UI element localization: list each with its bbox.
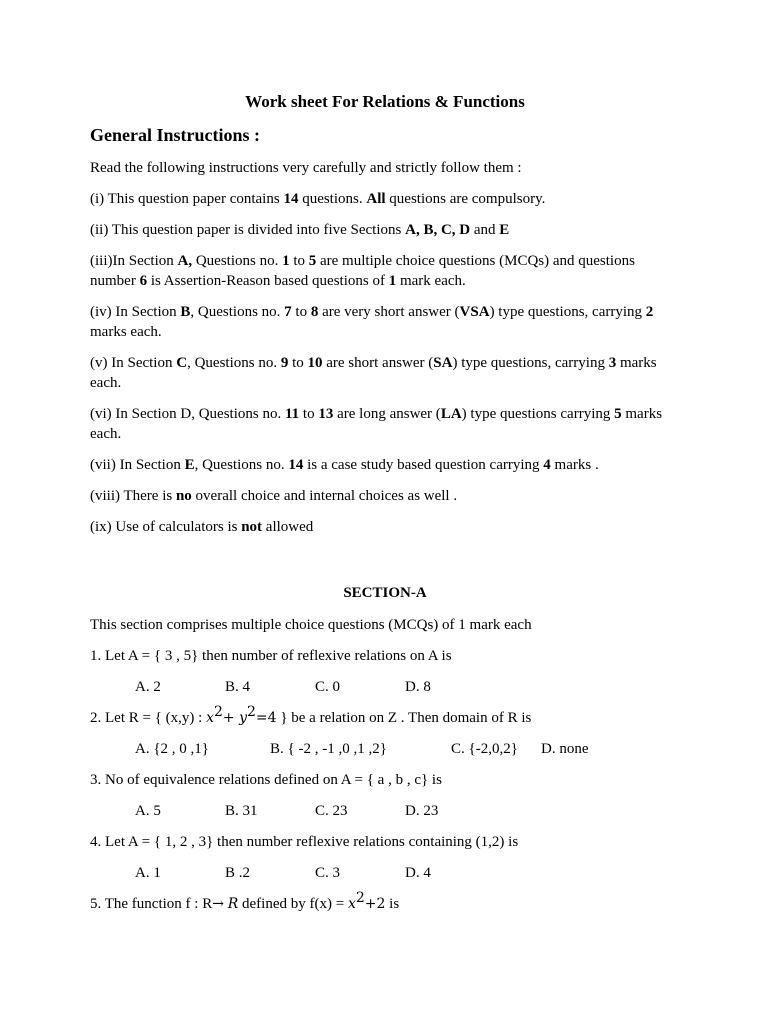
- option-a: A. {2 , 0 ,1}: [135, 741, 209, 757]
- instruction-iv: (iv) In Section B, Questions no. 7 to 8 are very short answer (VSA) type questions, carrying 2 marks each.: [90, 304, 654, 340]
- option-c: C. {-2,0,2}: [451, 741, 518, 757]
- instruction-viii: (viii) There is no overall choice and internal choices as well .: [90, 488, 458, 504]
- option-d: D. 23: [405, 803, 439, 819]
- question-1-options: [135, 677, 680, 697]
- option-b: B. 4: [225, 679, 251, 695]
- page-title: Work sheet For Relations & Functions: [245, 92, 525, 111]
- section-a-heading: SECTION-A: [343, 585, 427, 601]
- instruction-iii: (iii)In Section A, Questions no. 1 to 5 are multiple choice questions (MCQs) and questions number 6 is Assertion-Reason based questions of 1 mark each.: [90, 253, 635, 289]
- option-c: C. 3: [315, 865, 341, 881]
- option-b: B. { -2 , -1 ,0 ,1 ,2}: [270, 741, 387, 757]
- option-c: C. 0: [315, 679, 341, 695]
- instruction-i: (i) This question paper contains 14 questions. All questions are compulsory.: [90, 191, 546, 207]
- option-a: A. 2: [135, 679, 161, 695]
- arrow-icon: →: [212, 896, 224, 912]
- question-1: 1. Let A = { 3 , 5} then number of reflexive relations on A is: [90, 648, 452, 664]
- option-b: B. 31: [225, 803, 258, 819]
- instruction-v: (v) In Section C, Questions no. 9 to 10 are short answer (SA) type questions, carrying 3 marks each.: [90, 355, 657, 391]
- general-instructions-heading: General Instructions :: [90, 125, 260, 145]
- question-3-options: [135, 801, 680, 821]
- question-2: 2. Let R = { (x,y) : $x^2+ y^2=4$ } be a relation on Z . Then domain of R is: [90, 704, 532, 726]
- question-4: 4. Let A = { 1, 2 , 3} then number reflexive relations containing (1,2) is: [90, 834, 519, 850]
- question-4-options: [135, 863, 680, 883]
- option-d: D. 8: [405, 679, 431, 695]
- instruction-ii: (ii) This question paper is divided into five Sections A, B, C, D and E: [90, 222, 510, 238]
- section-a-description: This section comprises multiple choice questions (MCQs) of 1 mark each: [90, 617, 532, 633]
- instruction-vi: (vi) In Section D, Questions no. 11 to 13 are long answer (LA) type questions carrying 5 marks each.: [90, 406, 663, 442]
- instructions-intro: Read the following instructions very carefully and strictly follow them :: [90, 160, 522, 176]
- instruction-vii: (vii) In Section E, Questions no. 14 is a case study based question carrying 4 marks .: [90, 457, 599, 473]
- question-5: 5. The function f : R→ R defined by $f(x) = x^2+2$ is: [90, 890, 400, 912]
- question-2-options: [135, 739, 680, 759]
- option-d: D. none: [541, 741, 589, 757]
- option-c: C. 23: [315, 803, 348, 819]
- option-a: A. 5: [135, 803, 161, 819]
- option-a: A. 1: [135, 865, 161, 881]
- option-b: B .2: [225, 865, 251, 881]
- instruction-ix: (ix) Use of calculators is not allowed: [90, 519, 314, 535]
- worksheet-page: [90, 92, 680, 925]
- option-d: D. 4: [405, 865, 431, 881]
- question-3: 3. No of equivalence relations defined on A = { a , b , c} is: [90, 772, 442, 788]
